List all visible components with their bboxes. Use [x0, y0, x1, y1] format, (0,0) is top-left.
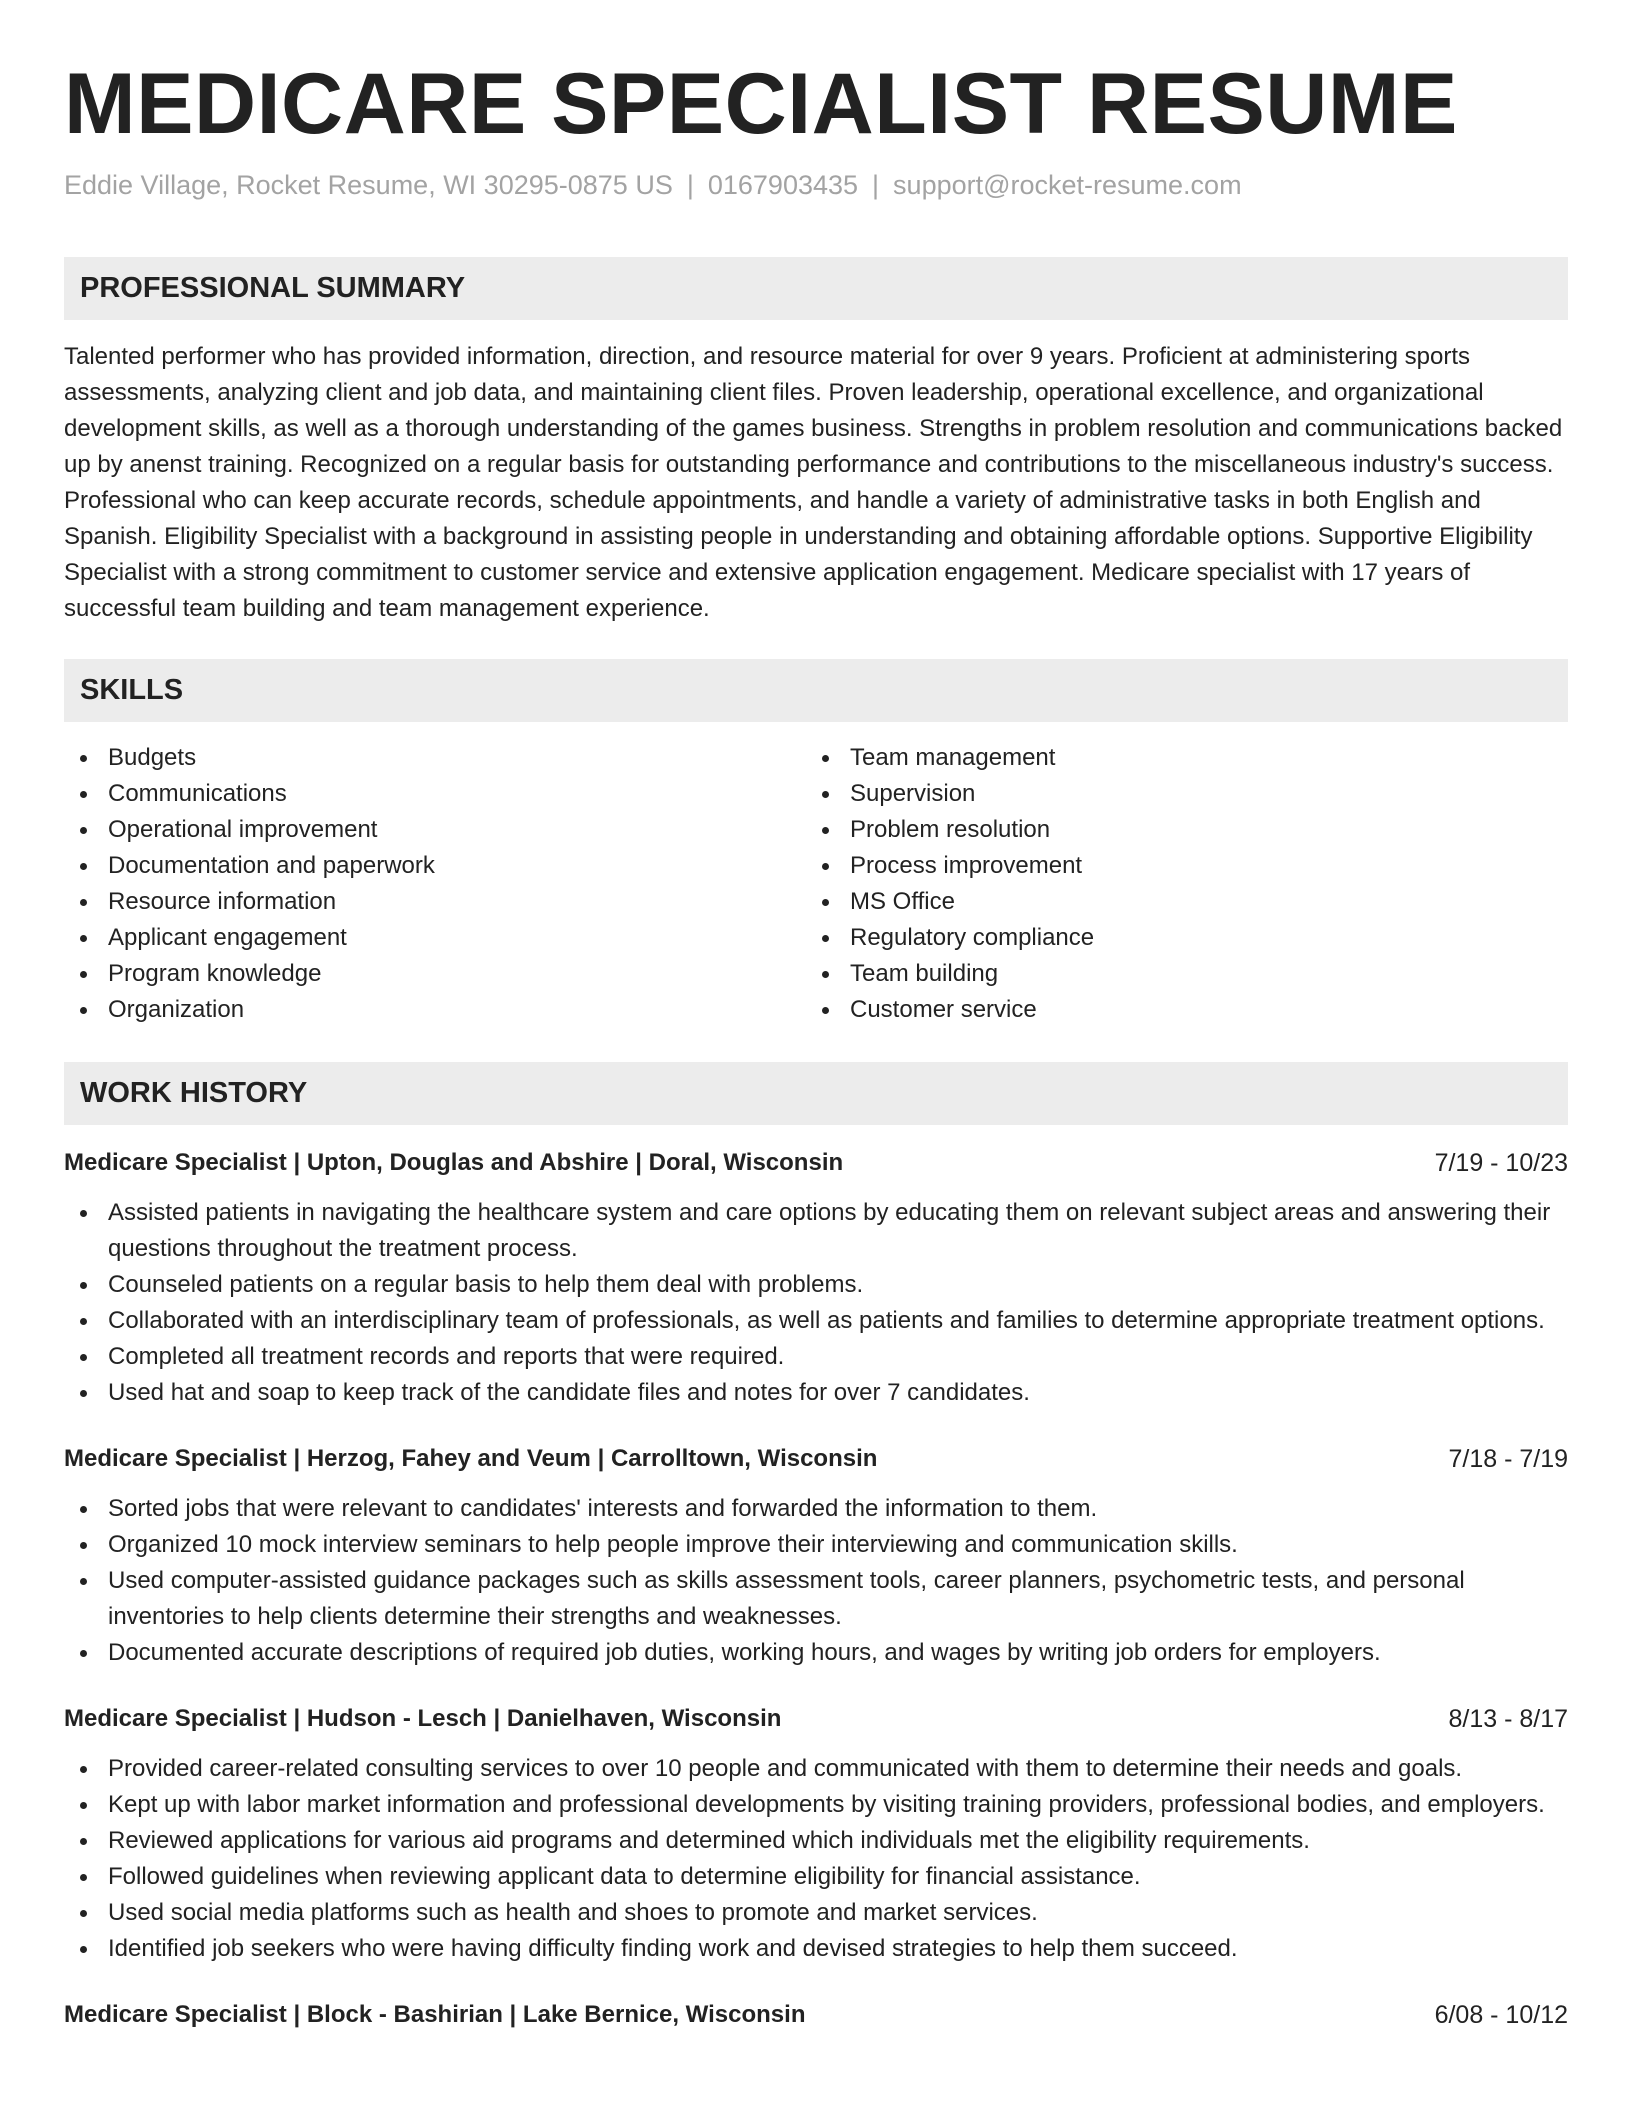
skill-item: Documentation and paperwork [64, 848, 806, 884]
skill-item: Applicant engagement [64, 920, 806, 956]
contact-separator: | [686, 170, 694, 200]
skill-item: Operational improvement [64, 812, 806, 848]
job-bullet: Counseled patients on a regular basis to help them deal with problems. [64, 1267, 1568, 1303]
job-bullet: Documented accurate descriptions of required job duties, working hours, and wages by writing job orders for employers. [64, 1635, 1568, 1671]
job-bullet: Sorted jobs that were relevant to candidates' interests and forwarded the information to them. [64, 1491, 1568, 1527]
job-bullet: Organized 10 mock interview seminars to help people improve their interviewing and communication skills. [64, 1527, 1568, 1563]
job-bullet: Identified job seekers who were having difficulty finding work and devised strategies to help them succeed. [64, 1931, 1568, 1967]
contact-address: Eddie Village, Rocket Resume, WI 30295-0875 US [64, 170, 673, 200]
job-bullet: Used computer-assisted guidance packages such as skills assessment tools, career planners, psychometric tests, and personal inventories to help clients determine their strengths and weaknesses. [64, 1563, 1568, 1635]
work-history-heading: WORK HISTORY [64, 1062, 1568, 1125]
resume-page [64, 0, 1568, 2033]
skill-item: Supervision [806, 776, 1094, 812]
summary-text: Talented performer who has provided information, direction, and resource material for over 9 years. Proficient at administering sports assessments, analyzing client and job data, and maintaining client files. Proven leadership, operational excellence, and organizational development skills, as well as a thorough understanding of the games business. Strengths in problem resolution and communications backed up by anenst training. Recognized on a regular basis for outstanding performance and contributions to the miscellaneous industry's success. Professional who can keep accurate records, schedule appointments, and handle a variety of administrative tasks in both English and Spanish. Eligibility Specialist with a background in assisting people in understanding and obtaining affordable options. Supportive Eligibility Specialist with a strong commitment to customer service and extensive application engagement. Medicare specialist with 17 years of successful team building and team management experience. [64, 343, 1563, 622]
skill-item: Problem resolution [806, 812, 1094, 848]
job-bullet: Followed guidelines when reviewing applicant data to determine eligibility for financial assistance. [64, 1859, 1568, 1895]
job-header [64, 1441, 1568, 1477]
job-dates: 7/18 - 7/19 [1448, 1445, 1568, 1473]
skill-item: Organization [64, 992, 806, 1028]
job-bullet-list [64, 1195, 1568, 1411]
job-dates: 6/08 - 10/12 [1434, 2001, 1568, 2029]
skill-item: Process improvement [806, 848, 1094, 884]
skill-item: Communications [64, 776, 806, 812]
contact-phone: 0167903435 [707, 170, 859, 200]
job-header [64, 1145, 1568, 1181]
job-entry [64, 1701, 1568, 1967]
job-bullet: Reviewed applications for various aid programs and determined which individuals met the eligibility requirements. [64, 1823, 1568, 1859]
skill-item: Team management [806, 740, 1094, 776]
job-bullet: Kept up with labor market information and professional developments by visiting training providers, professional bodies, and employers. [64, 1787, 1568, 1823]
job-bullet-list [64, 1491, 1568, 1671]
job-title: Medicare Specialist | Block - Bashirian | Lake Bernice, Wisconsin [64, 2001, 806, 2028]
job-dates: 7/19 - 10/23 [1434, 1149, 1568, 1177]
job-entry [64, 1441, 1568, 1671]
job-dates: 8/13 - 8/17 [1448, 1705, 1568, 1733]
job-bullet: Used social media platforms such as health and shoes to promote and market services. [64, 1895, 1568, 1931]
job-header [64, 1997, 1568, 2033]
job-entry [64, 1997, 1568, 2033]
summary-heading: PROFESSIONAL SUMMARY [64, 257, 1568, 320]
job-title: Medicare Specialist | Herzog, Fahey and Veum | Carrolltown, Wisconsin [64, 1445, 878, 1472]
job-entry [64, 1145, 1568, 1411]
contact-line [64, 168, 1568, 202]
skill-item: Budgets [64, 740, 806, 776]
job-bullet: Assisted patients in navigating the healthcare system and care options by educating them on relevant subject areas and answering their questions throughout the treatment process. [64, 1195, 1568, 1267]
contact-separator: | [872, 170, 880, 200]
job-title: Medicare Specialist | Upton, Douglas and Abshire | Doral, Wisconsin [64, 1149, 844, 1176]
skill-item: Team building [806, 956, 1094, 992]
job-bullet: Used hat and soap to keep track of the candidate files and notes for over 7 candidates. [64, 1375, 1568, 1411]
skill-item: Customer service [806, 992, 1094, 1028]
skill-item: MS Office [806, 884, 1094, 920]
skill-item: Resource information [64, 884, 806, 920]
job-bullet-list [64, 1751, 1568, 1967]
job-bullet: Collaborated with an interdisciplinary team of professionals, as well as patients and families to determine appropriate treatment options. [64, 1303, 1568, 1339]
contact-email[interactable]: support@rocket-resume.com [893, 170, 1242, 200]
job-header [64, 1701, 1568, 1737]
page-title: MEDICARE SPECIALIST RESUME [64, 56, 1458, 152]
skills-list [64, 740, 1568, 1028]
job-title: Medicare Specialist | Hudson - Lesch | Danielhaven, Wisconsin [64, 1705, 782, 1732]
skills-heading: SKILLS [64, 659, 1568, 722]
skills-column-left [64, 740, 806, 1028]
job-bullet: Provided career-related consulting services to over 10 people and communicated with them to determine their needs and goals. [64, 1751, 1568, 1787]
job-bullet: Completed all treatment records and reports that were required. [64, 1339, 1568, 1375]
skill-item: Regulatory compliance [806, 920, 1094, 956]
skills-column-right [806, 740, 1094, 1028]
skill-item: Program knowledge [64, 956, 806, 992]
